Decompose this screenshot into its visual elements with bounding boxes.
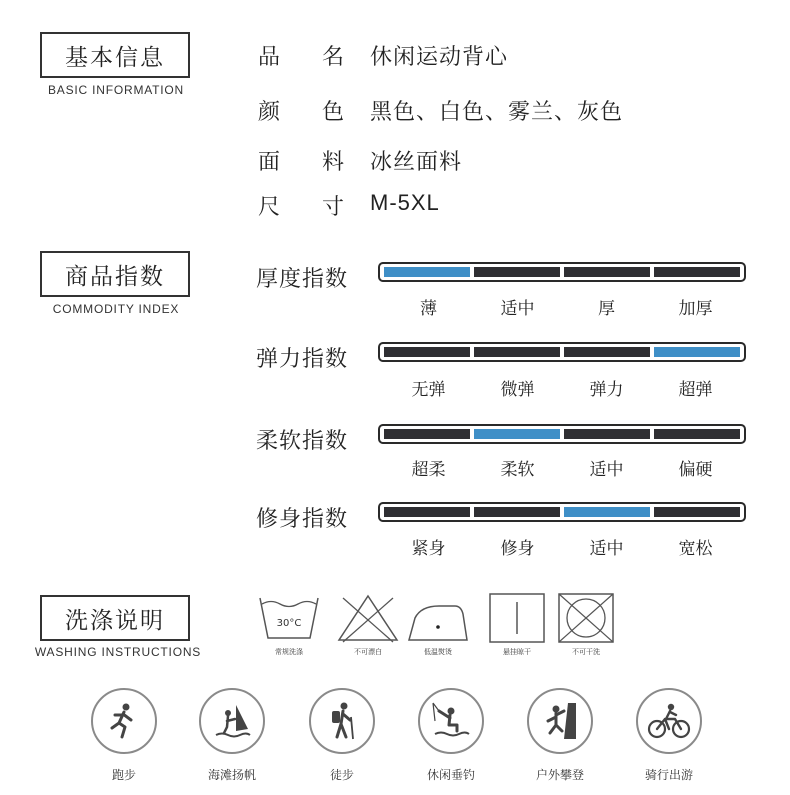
washing-subtitle: WASHING INSTRUCTIONS	[34, 645, 202, 659]
index-segment	[384, 347, 470, 357]
index-segment	[654, 507, 740, 517]
index-segment	[384, 429, 470, 439]
svg-text:30°C: 30°C	[276, 618, 302, 629]
index-segment	[384, 507, 470, 517]
fit-index-bar	[378, 502, 746, 522]
commodity-index-title: 商品指数	[40, 251, 190, 297]
fishing-icon	[431, 701, 471, 741]
softness-index-levels: 超柔 柔软 适中 偏硬	[411, 460, 713, 480]
index-segment	[654, 429, 740, 439]
activity-running: 跑步	[89, 688, 159, 783]
index-segment	[474, 347, 560, 357]
elasticity-index-bar	[378, 342, 746, 362]
thickness-index-bar	[378, 262, 746, 282]
index-segment	[564, 347, 650, 357]
activity-climbing: 户外攀登	[525, 688, 595, 783]
no-tumble-dry-icon: 不可干洗	[553, 590, 619, 656]
basic-info-title: 基本信息	[40, 32, 190, 78]
info-row-size: 尺 寸 M-5XL	[258, 190, 440, 220]
info-row-name: 品 名 休闲运动背心	[258, 40, 508, 71]
index-segment	[564, 267, 650, 277]
washing-title: 洗涤说明	[40, 595, 190, 641]
windsurfing-icon	[212, 701, 252, 741]
activity-hiking: 徒步	[307, 688, 377, 783]
thickness-index-levels: 薄 适中 厚 加厚	[420, 299, 713, 319]
activity-cycling: 骑行出游	[634, 688, 704, 783]
hiking-icon	[322, 701, 362, 741]
product-name: 休闲运动背心	[370, 45, 509, 70]
product-fabric: 冰丝面料	[370, 150, 463, 175]
cycling-icon	[647, 701, 691, 741]
activity-fishing: 休闲垂钓	[416, 688, 486, 783]
index-segment	[474, 267, 560, 277]
hang-dry-icon: 悬挂晾干	[484, 590, 550, 656]
index-segment	[564, 429, 650, 439]
index-segment	[384, 267, 470, 277]
index-segment	[474, 429, 560, 439]
elasticity-index-levels: 无弹 微弹 弹力 超弹	[411, 380, 713, 400]
product-colors: 黑色、白色、雾兰、灰色	[370, 100, 624, 125]
info-row-color: 颜 色 黑色、白色、雾兰、灰色	[258, 95, 623, 126]
index-segment	[564, 507, 650, 517]
softness-index-label: 柔软指数	[256, 429, 349, 454]
running-icon	[104, 701, 144, 741]
no-bleach-icon: 不可漂白	[335, 590, 401, 656]
elasticity-index-label: 弹力指数	[256, 347, 349, 372]
fit-index-levels: 紧身 修身 适中 宽松	[411, 539, 713, 559]
index-segment	[474, 507, 560, 517]
fit-index-label: 修身指数	[256, 507, 349, 532]
product-size: M-5XL	[370, 190, 440, 215]
activity-windsurfing: 海滩扬帆	[197, 688, 267, 783]
wash-30-icon: 30°C 常规洗涤	[256, 590, 322, 656]
basic-info-subtitle: BASIC INFORMATION	[47, 83, 185, 97]
index-segment	[654, 267, 740, 277]
climbing-icon	[540, 701, 580, 741]
info-row-fabric: 面 料 冰丝面料	[258, 145, 462, 176]
softness-index-bar	[378, 424, 746, 444]
commodity-index-subtitle: COMMODITY INDEX	[52, 302, 180, 316]
index-segment	[654, 347, 740, 357]
iron-low-icon: 低温熨烫	[405, 590, 471, 656]
thickness-index-label: 厚度指数	[256, 267, 349, 292]
